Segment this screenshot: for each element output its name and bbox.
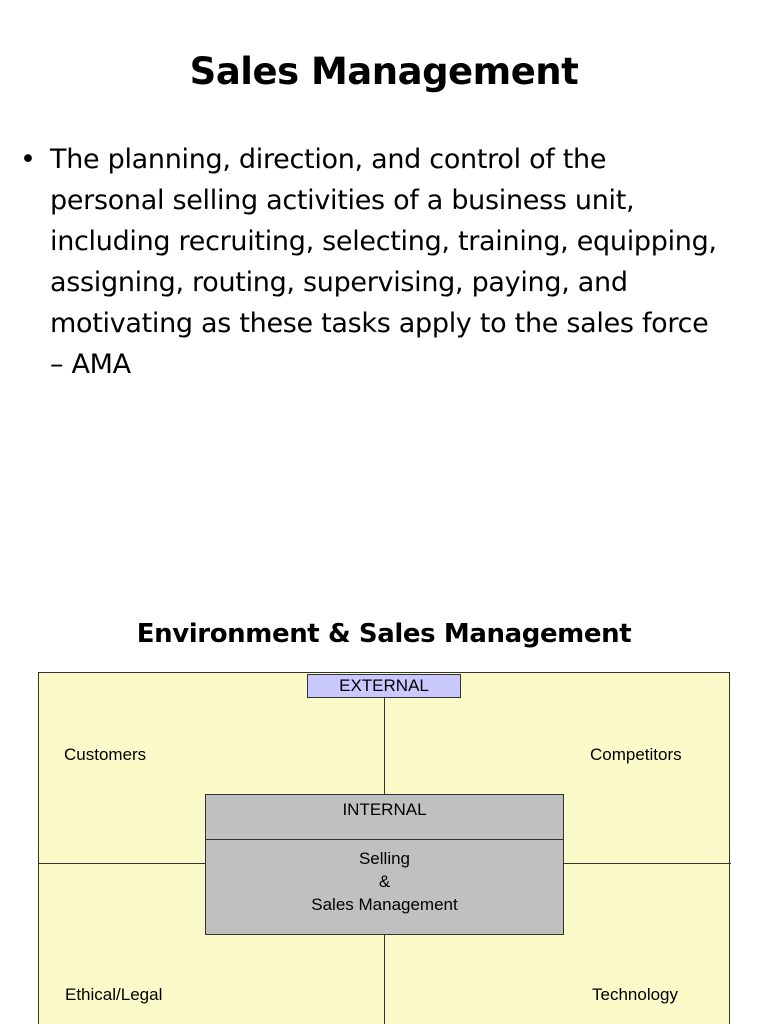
quadrant-ethical-legal: Ethical/Legal [65, 985, 163, 1004]
divider-horizontal-left [39, 863, 205, 864]
bullet-marker: • [20, 144, 36, 175]
slide-title: Sales Management [189, 50, 579, 93]
internal-center-text [206, 840, 563, 916]
quadrant-customers: Customers [64, 745, 147, 764]
internal-label: INTERNAL [206, 795, 563, 840]
bullet-list [20, 139, 720, 385]
center-line-sales-management: Sales Management [311, 895, 458, 914]
divider-horizontal-right [564, 863, 731, 864]
bullet-text: The planning, direction, and control of the personal selling activities of a business unit, including recruiting, selecting, training, equipping, assigning, routing, supervising, paying, and motivating as these tasks apply to the sales force – AMA [50, 144, 717, 380]
center-line-ampersand: & [378, 872, 391, 891]
divider-vertical-bottom [384, 935, 385, 1024]
bullet-item [20, 139, 720, 385]
center-line-selling: Selling [358, 849, 411, 868]
internal-box [205, 794, 564, 935]
environment-diagram [38, 672, 730, 1024]
quadrant-competitors: Competitors [590, 745, 682, 764]
divider-vertical-top [384, 697, 385, 794]
quadrant-technology: Technology [592, 985, 679, 1004]
diagram-title: Environment & Sales Management [136, 619, 632, 649]
external-label-box: EXTERNAL [307, 674, 461, 698]
